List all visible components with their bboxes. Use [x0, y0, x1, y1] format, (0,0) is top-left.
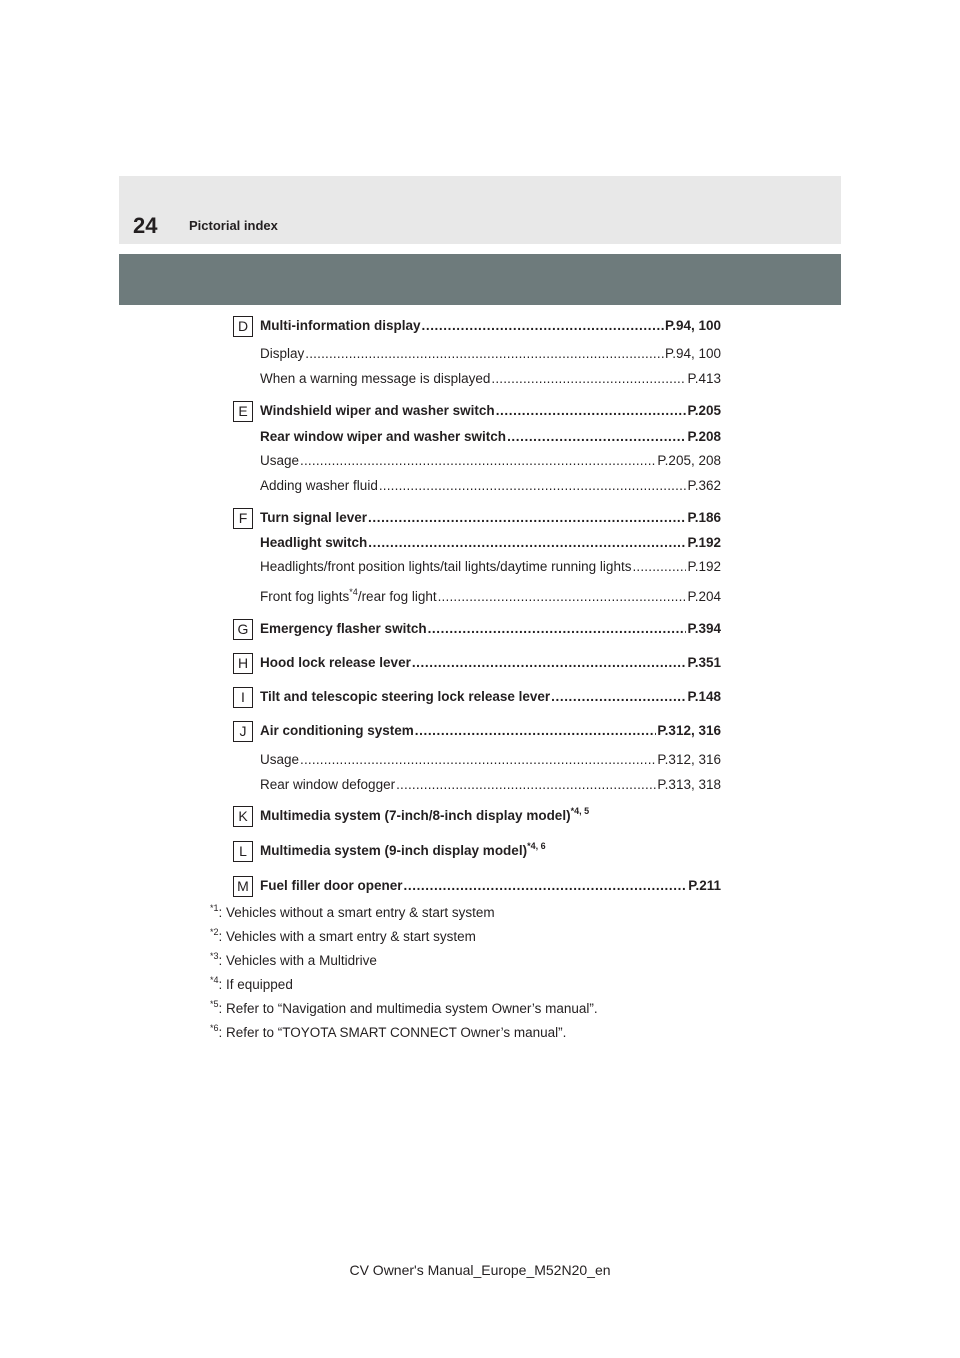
index-heading-entry: [260, 621, 721, 637]
page-reference: P.205: [687, 403, 721, 418]
page-reference: P.313, 318: [657, 777, 721, 792]
footnote-text: : Refer to “Navigation and multimedia system Owner’s manual”.: [218, 1001, 598, 1016]
page-number: 24: [133, 213, 158, 238]
entry-label: [260, 403, 495, 419]
section-title: Pictorial index: [189, 218, 278, 233]
footnote-reference: *4, 5: [570, 805, 590, 816]
entry-label: [260, 878, 403, 894]
page-reference: P.312, 316: [657, 752, 721, 767]
index-heading-entry: [260, 655, 721, 671]
index-heading-entry: [260, 318, 721, 334]
footnote-text: : If equipped: [218, 977, 293, 992]
page-reference: P.205, 208: [657, 453, 721, 468]
entry-label: [260, 655, 411, 671]
entry-label: [260, 478, 378, 494]
entry-label: [260, 689, 550, 705]
entry-label-text: Usage: [260, 752, 300, 767]
footnote: [210, 974, 293, 993]
entry-label-text: Windshield wiper and washer switch: [260, 403, 495, 418]
entry-label-text: Rear window wiper and washer switch: [260, 429, 507, 444]
footnote-text: : Refer to “TOYOTA SMART CONNECT Owner’s manual”.: [218, 1025, 567, 1040]
entry-label: [260, 318, 421, 334]
entry-label: [260, 429, 506, 445]
entry-label-text: Hood lock release lever: [260, 655, 411, 670]
leader-dots: [507, 429, 686, 445]
entry-label-text: Tilt and telescopic steering lock release lever: [260, 689, 551, 704]
page-reference: P.204: [687, 589, 721, 604]
leader-dots: [404, 878, 688, 894]
footnote-reference: *4, 6: [527, 840, 546, 851]
entry-label-text: Front fog lights: [260, 589, 350, 604]
section-letter-i: I: [233, 687, 253, 708]
entry-label-text: Turn signal lever: [260, 510, 368, 525]
index-heading-entry: [260, 723, 721, 739]
footnote-text: : Vehicles with a smart entry & start system: [218, 929, 476, 944]
entry-label-text: Air conditioning system: [260, 723, 414, 738]
section-letter-k: K: [233, 806, 253, 827]
entry-label: [260, 840, 546, 859]
index-heading-entry: [260, 840, 721, 859]
entry-label: [260, 621, 427, 637]
entry-label-text: Headlights/front position lights/tail lights/daytime running lights: [260, 559, 632, 574]
index-heading-entry: [260, 878, 721, 894]
entry-label: [260, 535, 367, 551]
footer-manual-id: CV Owner's Manual_Europe_M52N20_en: [349, 1262, 611, 1278]
page-reference: P.351: [687, 655, 721, 670]
footnote-reference: *4: [349, 586, 358, 597]
footnote: [210, 950, 377, 969]
index-sub-entry: [260, 559, 721, 575]
leader-dots: [428, 621, 687, 637]
entry-label-text: Usage: [260, 453, 300, 468]
section-letter-h: H: [233, 653, 253, 674]
entry-label: [260, 510, 367, 526]
footnote-mark: *1: [210, 902, 219, 913]
footnote-mark: *3: [210, 950, 219, 961]
footnote-mark: *5: [210, 998, 219, 1009]
entry-label-text: Multimedia system (9-inch display model): [260, 843, 528, 858]
leader-dots: [415, 723, 657, 739]
leader-dots: [368, 535, 686, 551]
page-reference: P.362: [687, 478, 721, 493]
entry-label: [260, 559, 631, 575]
page-reference: P.211: [688, 878, 721, 893]
entry-label: [260, 346, 304, 362]
entry-label: [260, 723, 414, 739]
footnote-mark: *6: [210, 1022, 219, 1033]
section-letter-g: G: [233, 619, 253, 640]
index-heading-entry: [260, 805, 721, 824]
index-sub-entry: [260, 586, 721, 605]
entry-label-text: Multimedia system (7-inch/8-inch display model): [260, 808, 571, 823]
footnote-text: : Vehicles with a Multidrive: [218, 953, 377, 968]
footnote: [210, 1022, 567, 1041]
page-reference: P.312, 316: [657, 723, 721, 738]
entry-label-text: Fuel filler door opener: [260, 878, 403, 893]
entry-label-text: Multi-information display: [260, 318, 421, 333]
page-reference: P.413: [687, 371, 721, 386]
entry-label: [260, 371, 490, 387]
leader-dots: [422, 318, 664, 334]
leader-dots: [379, 478, 687, 494]
leader-dots: [412, 655, 687, 671]
leader-dots: [551, 689, 686, 705]
page-reference: P.148: [687, 689, 721, 704]
footnote: [210, 902, 495, 921]
section-letter-f: F: [233, 508, 253, 529]
footnote-text: : Vehicles without a smart entry & start system: [218, 905, 495, 920]
entry-label-text: Rear window defogger: [260, 777, 396, 792]
page-reference: P.192: [687, 559, 721, 574]
section-letter-j: J: [233, 721, 253, 742]
index-heading-entry: [260, 510, 721, 526]
index-sub-entry: [260, 346, 721, 362]
entry-label-text: Headlight switch: [260, 535, 368, 550]
page-reference: P.192: [687, 535, 721, 550]
leader-dots: [496, 403, 687, 419]
entry-label: [260, 777, 395, 793]
footnote-mark: *2: [210, 926, 219, 937]
page-reference: P.94, 100: [664, 346, 721, 361]
page-reference: P.394: [687, 621, 721, 636]
section-letter-d: D: [233, 316, 253, 337]
section-letter-l: L: [233, 841, 253, 862]
entry-label: [260, 752, 299, 768]
section-letter-m: M: [233, 876, 253, 897]
index-sub-entry: [260, 453, 721, 469]
index-sub-entry: [260, 371, 721, 387]
leader-dots: [632, 559, 686, 575]
page-reference: P.94, 100: [664, 318, 721, 333]
page-reference: P.208: [687, 429, 721, 444]
index-heading-entry: [260, 535, 721, 551]
index-sub-entry: [260, 478, 721, 494]
index-heading-entry: [260, 689, 721, 705]
leader-dots: [305, 346, 664, 362]
footnote: [210, 998, 598, 1017]
section-letter-e: E: [233, 401, 253, 422]
entry-label-text-continued: /rear fog light: [357, 589, 437, 604]
footnote-mark: *4: [210, 974, 219, 985]
entry-label-text: Display: [260, 346, 305, 361]
index-heading-entry: [260, 403, 721, 419]
entry-label-text: Adding washer fluid: [260, 478, 378, 493]
leader-dots: [438, 589, 687, 605]
leader-dots: [300, 752, 656, 768]
index-heading-entry: [260, 429, 721, 445]
page-reference: P.186: [687, 510, 721, 525]
leader-dots: [396, 777, 656, 793]
entry-label-text: Emergency flasher switch: [260, 621, 427, 636]
footnote: [210, 926, 476, 945]
entry-label: [260, 805, 590, 824]
entry-label: [260, 453, 299, 469]
entry-label-text: When a warning message is displayed: [260, 371, 491, 386]
leader-dots: [491, 371, 686, 387]
index-sub-entry: [260, 752, 721, 768]
index-sub-entry: [260, 777, 721, 793]
leader-dots: [300, 453, 656, 469]
leader-dots: [368, 510, 686, 526]
entry-label: [260, 586, 437, 605]
